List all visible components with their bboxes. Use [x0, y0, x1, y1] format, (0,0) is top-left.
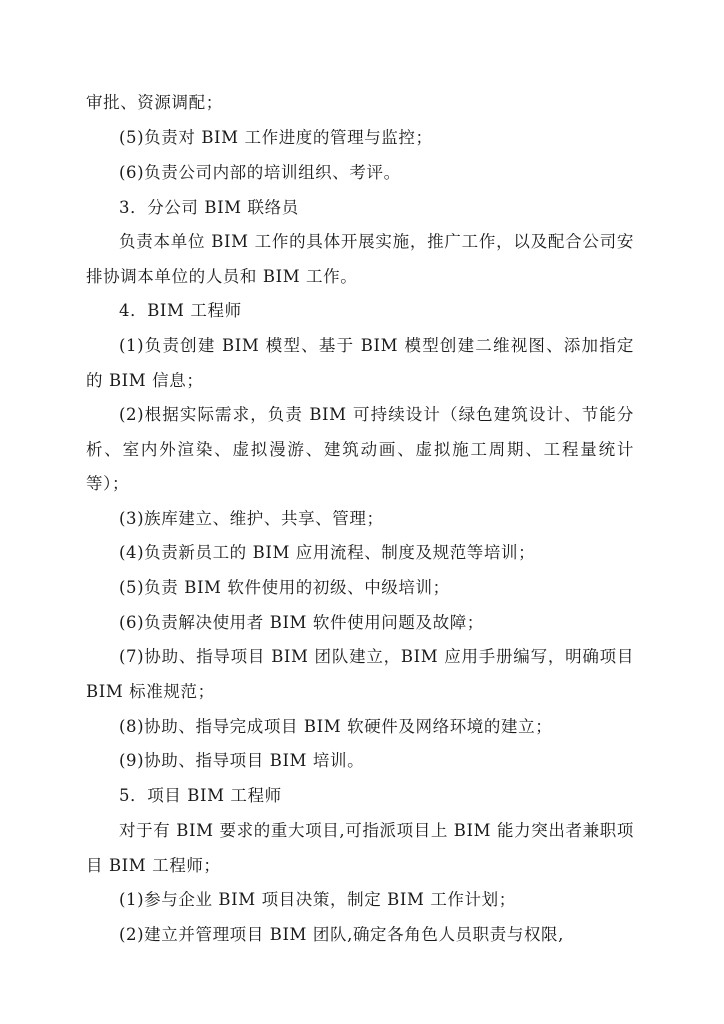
list-item-6-troubleshooting: (6)负责解决使用者 BIM 软件使用问题及故障；	[119, 613, 484, 632]
section-heading-5: 5．项目 BIM 工程师	[119, 786, 282, 805]
list-item-8-environment: (8)协助、指导完成项目 BIM 软硬件及网络环境的建立；	[119, 717, 553, 736]
list-item-2-team-management: (2)建立并管理项目 BIM 团队,确定各角色人员职责与权限,	[119, 925, 564, 944]
section-5-body: 对于有 BIM 要求的重大项目,可指派项目上 BIM 能力突出者兼职项目 BIM 工程师；	[86, 821, 634, 875]
list-item-7-team-setup: (7)协助、指导项目 BIM 团队建立，BIM 应用手册编写，明确项目 BIM 标准规范；	[86, 647, 634, 701]
list-item-5-software-training: (5)负责 BIM 软件使用的初级、中级培训；	[119, 578, 450, 597]
section-3-body: 负责本单位 BIM 工作的具体开展实施，推广工作，以及配合公司安排协调本单位的人员和 BIM 工作。	[86, 232, 634, 286]
list-item-1-model: (1)负责创建 BIM 模型、基于 BIM 模型创建二维视图、添加指定的 BIM 信息；	[86, 336, 634, 390]
list-item-9-project-training: (9)协助、指导项目 BIM 培训。	[119, 751, 365, 770]
section-heading-4: 4．BIM 工程师	[119, 301, 242, 320]
paragraph-continuation: 审批、资源调配；	[86, 93, 223, 112]
section-heading-3: 3．分公司 BIM 联络员	[119, 198, 299, 217]
list-item-4-onboarding: (4)负责新员工的 BIM 应用流程、制度及规范等培训；	[119, 543, 536, 562]
list-item-1-decision: (1)参与企业 BIM 项目决策，制定 BIM 工作计划；	[119, 890, 516, 909]
list-item-6-training: (6)负责公司内部的培训组织、考评。	[119, 163, 401, 182]
list-item-5-progress: (5)负责对 BIM 工作进度的管理与监控；	[119, 128, 433, 147]
list-item-3-library: (3)族库建立、维护、共享、管理；	[119, 509, 384, 528]
list-item-2-design: (2)根据实际需求，负责 BIM 可持续设计（绿色建筑设计、节能分析、室内外渲染、虚拟漫游、建筑动画、虚拟施工周期、工程量统计等）；	[86, 405, 634, 494]
